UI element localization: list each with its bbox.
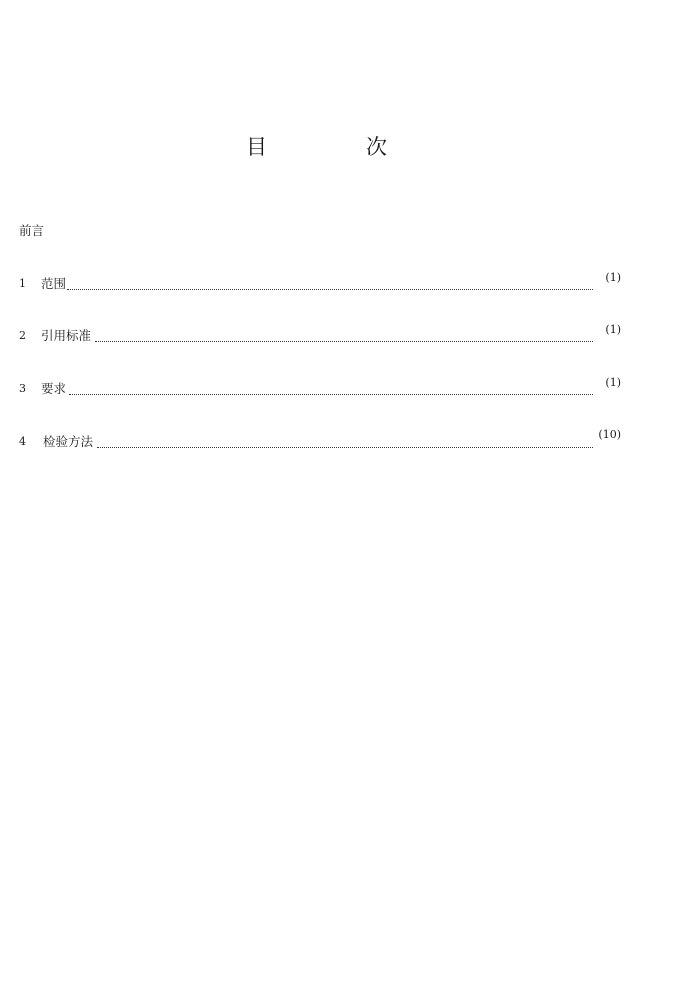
page-title <box>0 132 675 164</box>
title-char-2: 次 <box>366 135 387 159</box>
toc-entry[interactable] <box>19 271 621 293</box>
toc-entry-page: (10) <box>598 428 621 441</box>
toc-entry[interactable] <box>19 428 621 451</box>
toc-entry-label: 范围 <box>41 276 67 291</box>
toc-preface[interactable]: 前言 <box>19 223 45 238</box>
toc-entry-page: (1) <box>605 323 621 336</box>
dot-leader <box>97 433 593 448</box>
toc-entry-page: (1) <box>605 376 621 389</box>
dot-leader <box>67 275 593 290</box>
title-char-1: 目 <box>246 135 267 159</box>
toc-entry-number: 4 <box>19 435 26 448</box>
toc-entry-label: 引用标准 <box>41 328 92 343</box>
toc-entry-number: 1 <box>19 277 26 290</box>
toc-entry-number: 2 <box>19 329 26 342</box>
toc-entry-number: 3 <box>19 382 26 395</box>
toc-entry-page: (1) <box>605 271 621 284</box>
dot-leader <box>95 327 593 342</box>
toc-entry[interactable] <box>19 376 621 398</box>
toc-entry-label: 要求 <box>41 381 67 396</box>
toc-entry[interactable] <box>19 323 621 345</box>
toc-entry-label: 检验方法 <box>43 434 94 449</box>
dot-leader <box>69 380 593 395</box>
